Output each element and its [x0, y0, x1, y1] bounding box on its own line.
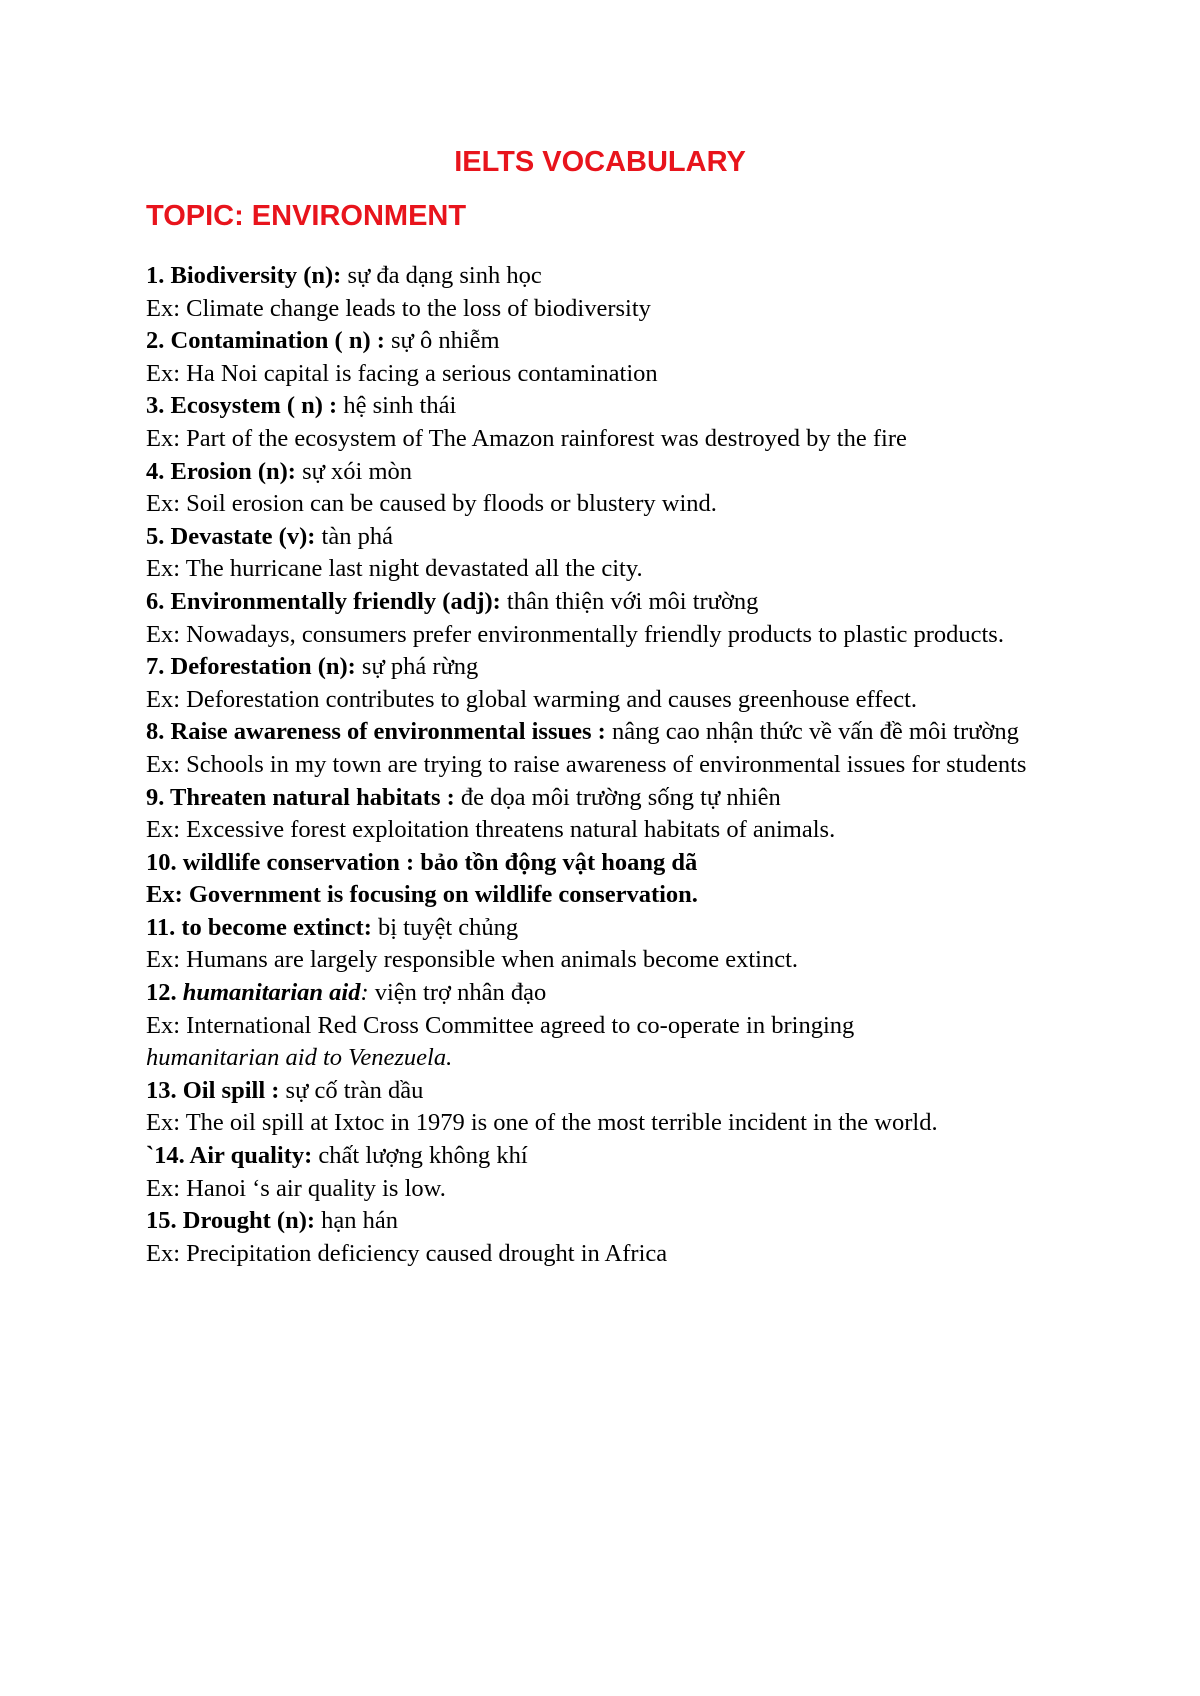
vocab-example: Ex: Soil erosion can be caused by floods or blustery wind. — [146, 490, 717, 518]
vocab-example: Ex: Hanoi ‘s air quality is low. — [146, 1174, 446, 1202]
vocab-term — [146, 912, 1066, 945]
vocab-example: Ex: Nowadays, consumers prefer environmentally friendly products to plastic products. — [146, 620, 1004, 648]
term-meaning: sự phá rừng — [355, 653, 479, 681]
term-meaning: hệ sinh thái — [337, 392, 457, 420]
term-number: 12. — [146, 979, 183, 1007]
term-word: 9. Threaten natural habitats : — [146, 783, 455, 811]
vocab-example: Ex: The oil spill at Ixtoc in 1979 is one of the most terrible incident in the world. — [146, 1109, 938, 1137]
vocab-example: Ex: Government is focusing on wildlife conservation. — [146, 881, 698, 909]
vocab-term — [146, 390, 1066, 423]
vocab-term — [146, 1075, 1066, 1108]
term-word: 4. Erosion (n): — [146, 457, 296, 485]
vocab-term — [146, 782, 1066, 815]
vocab-term — [146, 1140, 1066, 1173]
term-meaning: chất lượng không khí — [312, 1142, 528, 1170]
term-word: 5. Devastate (v): — [146, 522, 316, 550]
vocab-example: Ex: International Red Cross Committee agreed to co-operate in bringing — [146, 1011, 855, 1039]
vocab-term — [146, 651, 1066, 684]
vocab-term — [146, 260, 1066, 293]
document-title: IELTS VOCABULARY — [454, 146, 746, 178]
term-meaning: hạn hán — [315, 1207, 399, 1235]
vocab-term — [146, 716, 1066, 749]
term-meaning: đe dọa môi trường sống tự nhiên — [454, 783, 781, 811]
vocab-example: Ex: Precipitation deficiency caused drought in Africa — [146, 1239, 668, 1267]
vocab-example: Ex: Humans are largely responsible when animals become extinct. — [146, 946, 799, 974]
term-word: 15. Drought (n): — [146, 1207, 316, 1235]
term-word: 1. Biodiversity (n): — [146, 262, 342, 289]
vocab-example: Ex: Schools in my town are trying to raise awareness of environmental issues for students — [146, 750, 1027, 778]
term-word: 11. to become extinct: — [146, 913, 372, 941]
term-meaning: thân thiện với môi trường — [500, 587, 759, 615]
vocab-term: 10. wildlife conservation : bảo tồn động vật hoang dã — [146, 848, 698, 876]
vocab-term — [146, 521, 1066, 554]
vocab-term — [146, 456, 1066, 489]
term-meaning: bị tuyệt chủng — [371, 913, 519, 941]
vocab-example-continued: humanitarian aid to Venezuela. — [146, 1044, 453, 1072]
vocab-example: Ex: Ha Noi capital is facing a serious contamination — [146, 359, 658, 387]
term-word: 3. Ecosystem ( n) : — [146, 392, 338, 420]
vocab-example: Ex: Deforestation contributes to global warming and causes greenhouse effect. — [146, 685, 918, 713]
term-meaning: tàn phá — [315, 522, 393, 550]
term-meaning: nâng cao nhận thức về vấn đề môi trường — [605, 718, 1019, 746]
vocab-term — [146, 977, 1066, 1010]
term-meaning: sự cố tràn dầu — [279, 1076, 424, 1104]
vocab-term — [146, 586, 1066, 619]
term-word: 8. Raise awareness of environmental issues : — [146, 718, 606, 746]
term-word: 13. Oil spill : — [146, 1076, 280, 1104]
term-meaning: sự ô nhiễm — [384, 327, 500, 355]
vocab-term — [146, 1205, 1066, 1238]
vocab-example: Ex: The hurricane last night devastated all the city. — [146, 555, 643, 583]
term-meaning: viện trợ nhân đạo — [368, 979, 547, 1007]
topic-heading: TOPIC: ENVIRONMENT — [146, 200, 467, 232]
term-word: 7. Deforestation (n): — [146, 653, 356, 681]
term-word: 2. Contamination ( n) : — [146, 327, 385, 355]
vocab-example: Ex: Climate change leads to the loss of biodiversity — [146, 294, 651, 322]
term-word: 6. Environmentally friendly (adj): — [146, 587, 501, 615]
term-word: `14. Air quality: — [146, 1142, 313, 1170]
term-word: humanitarian aid — [182, 979, 361, 1007]
vocab-term — [146, 325, 1066, 358]
term-meaning: sự đa dạng sinh học — [341, 262, 542, 289]
vocab-example: Ex: Part of the ecosystem of The Amazon rainforest was destroyed by the fire — [146, 424, 907, 452]
term-colon: : — [360, 979, 369, 1007]
term-meaning: sự xói mòn — [295, 457, 413, 485]
vocab-example: Ex: Excessive forest exploitation threatens natural habitats of animals. — [146, 816, 836, 844]
vocabulary-list — [146, 260, 1066, 1270]
